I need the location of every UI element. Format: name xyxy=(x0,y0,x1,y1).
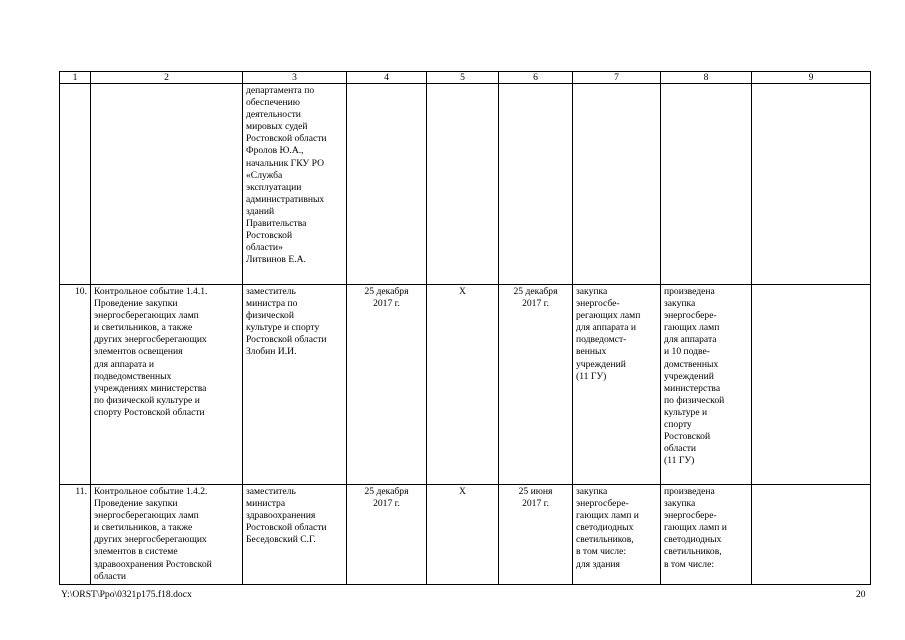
expected-result-cell xyxy=(573,84,661,285)
event-line: здравоохранения Ростовской xyxy=(94,558,212,570)
deadline-cell xyxy=(347,84,427,285)
date6-line: 2017 г. xyxy=(522,298,549,310)
responsible-line: Злобин И.И. xyxy=(246,346,297,358)
responsible-line: обеспечению xyxy=(246,97,300,109)
row-number-cell: 11. xyxy=(60,485,91,585)
responsible-cell xyxy=(243,285,347,485)
event-line: Проведение закупки xyxy=(94,498,178,510)
event-line: Проведение закупки xyxy=(94,298,178,310)
c8-line: энергосбере- xyxy=(664,310,717,322)
column5-cell: Х xyxy=(427,485,499,585)
responsible-line: здравоохранения xyxy=(246,510,316,522)
page-number: 20 xyxy=(856,589,866,600)
c7-line: для аппарата и xyxy=(576,322,637,334)
notes-cell xyxy=(752,485,871,585)
responsible-line: мировых судей xyxy=(246,121,308,133)
c8-line: спорту xyxy=(664,419,692,431)
column-number-row xyxy=(60,72,871,84)
event-line: энергосберегающих ламп xyxy=(94,510,199,522)
responsible-line: заместитель xyxy=(246,486,296,497)
c8-line: Ростовской xyxy=(664,431,711,443)
responsible-line: департамента по xyxy=(246,85,315,96)
c8-line: культуре и xyxy=(664,406,708,418)
event-line: элементов в системе xyxy=(94,546,178,558)
responsible-line: культуре и спорту xyxy=(246,322,320,334)
c7-line: закупка xyxy=(576,286,608,297)
c7-line: регающих ламп xyxy=(576,310,641,322)
c7-line: (11 ГУ) xyxy=(576,370,607,382)
c7-line: энергосбе- xyxy=(576,298,620,310)
event-line: учреждениях министерства xyxy=(94,382,207,394)
responsible-line: Литвинов Е.А. xyxy=(246,254,306,266)
c8-line: светильников, xyxy=(664,546,722,558)
c8-line: энергосбере- xyxy=(664,510,717,522)
responsible-line: Ростовской области xyxy=(246,133,327,145)
c8-line: для аппарата xyxy=(664,334,717,346)
c8-line: светодиодных xyxy=(664,534,722,546)
responsible-line: Беседовский С.Г. xyxy=(246,534,316,546)
event-line: Контрольное событие 1.4.1. xyxy=(94,286,208,297)
expected-result-cell xyxy=(573,485,661,585)
event-line: энергосберегающих ламп xyxy=(94,310,199,322)
event-cell xyxy=(91,84,243,285)
c7-line: венных xyxy=(576,346,607,358)
responsible-line: деятельности xyxy=(246,109,301,121)
c8-line: гающих ламп и xyxy=(664,522,727,534)
responsible-cell xyxy=(243,84,347,285)
actual-result-cell xyxy=(661,485,752,585)
responsible-line: области» xyxy=(246,242,283,254)
column-number: 4 xyxy=(347,72,427,84)
event-cell xyxy=(91,485,243,585)
event-line: и светильников, а также xyxy=(94,522,193,534)
c8-line: учреждений xyxy=(664,370,714,382)
responsible-line: заместитель xyxy=(246,286,296,297)
actual-date-cell xyxy=(499,485,573,585)
date6-line: 25 декабря xyxy=(513,286,558,297)
deadline-cell xyxy=(347,285,427,485)
c7-line: учреждений xyxy=(576,358,626,370)
event-line: других энергосберегающих xyxy=(94,334,207,346)
event-cell xyxy=(91,285,243,485)
expected-result-cell xyxy=(573,285,661,485)
event-line: и светильников, а также xyxy=(94,322,193,334)
c8-line: домственных xyxy=(664,358,719,370)
column-number: 2 xyxy=(91,72,243,84)
column-number: 6 xyxy=(499,72,573,84)
row-number-cell xyxy=(60,84,91,285)
c7-line: в том числе: xyxy=(576,546,627,558)
c7-line: закупка xyxy=(576,486,608,497)
column5-cell: Х xyxy=(427,285,499,485)
responsible-line: министра по xyxy=(246,298,298,310)
event-line: спорту Ростовской области xyxy=(94,406,205,418)
notes-cell xyxy=(752,285,871,485)
deadline-line: 2017 г. xyxy=(373,498,400,510)
c7-line: энергосбере- xyxy=(576,498,629,510)
event-line: по физической культуре и xyxy=(94,394,200,406)
responsible-line: зданий xyxy=(246,205,275,217)
c8-line: гающих ламп xyxy=(664,322,720,334)
responsible-line: физической xyxy=(246,310,294,322)
responsible-line: Ростовской области xyxy=(246,522,327,534)
c8-line: (11 ГУ) xyxy=(664,455,695,467)
responsible-line: «Служба xyxy=(246,169,283,181)
responsible-line: эксплуатации xyxy=(246,181,302,193)
column-number: 1 xyxy=(60,72,91,84)
column5-cell xyxy=(427,84,499,285)
table-row xyxy=(60,485,871,585)
notes-cell xyxy=(752,84,871,285)
c8-line: в том числе: xyxy=(664,558,715,570)
column-number: 7 xyxy=(573,72,661,84)
table-row xyxy=(60,84,871,285)
responsible-line: Ростовской xyxy=(246,230,293,242)
actual-date-cell xyxy=(499,285,573,485)
c8-line: и 10 подве- xyxy=(664,346,710,358)
column-number: 3 xyxy=(243,72,347,84)
c8-line: закупка xyxy=(664,298,696,310)
c7-line: гающих ламп и xyxy=(576,510,639,522)
c7-line: подведомст- xyxy=(576,334,627,346)
actual-date-cell xyxy=(499,84,573,285)
column-number: 5 xyxy=(427,72,499,84)
event-line: элементов освещения xyxy=(94,346,183,358)
responsible-line: административных xyxy=(246,193,325,205)
report-table xyxy=(59,71,871,585)
file-path-footer: Y:\ORST\Ppo\0321p175.f18.docx xyxy=(61,589,192,600)
c7-line: светильников, xyxy=(576,534,634,546)
date6-line: 25 июня xyxy=(518,486,553,497)
date6-line: 2017 г. xyxy=(522,498,549,510)
responsible-line: Правительства xyxy=(246,218,307,230)
c8-line: области xyxy=(664,443,697,455)
c8-line: произведена xyxy=(664,286,715,297)
column-number: 8 xyxy=(661,72,752,84)
responsible-line: Фролов Ю.А., xyxy=(246,145,304,157)
event-line: Контрольное событие 1.4.2. xyxy=(94,486,208,497)
c7-line: светодиодных xyxy=(576,522,634,534)
c8-line: министерства xyxy=(664,382,721,394)
actual-result-cell xyxy=(661,285,752,485)
c8-line: по физической xyxy=(664,394,725,406)
row-number-cell: 10. xyxy=(60,285,91,485)
responsible-line: Ростовской области xyxy=(246,334,327,346)
deadline-line: 2017 г. xyxy=(373,298,400,310)
c8-line: закупка xyxy=(664,498,696,510)
deadline-line: 25 декабря xyxy=(364,286,409,297)
actual-result-cell xyxy=(661,84,752,285)
c7-line: для здания xyxy=(576,558,620,570)
event-line: для аппарата и xyxy=(94,358,155,370)
deadline-line: 25 декабря xyxy=(364,486,409,497)
responsible-line: начальник ГКУ РО xyxy=(246,157,324,169)
responsible-line: министра xyxy=(246,498,286,510)
event-line: других энергосберегающих xyxy=(94,534,207,546)
table-row xyxy=(60,285,871,485)
event-line: подведомственных xyxy=(94,370,172,382)
c8-line: произведена xyxy=(664,486,715,497)
deadline-cell xyxy=(347,485,427,585)
event-line: области xyxy=(94,570,127,582)
responsible-cell xyxy=(243,485,347,585)
column-number: 9 xyxy=(752,72,871,84)
